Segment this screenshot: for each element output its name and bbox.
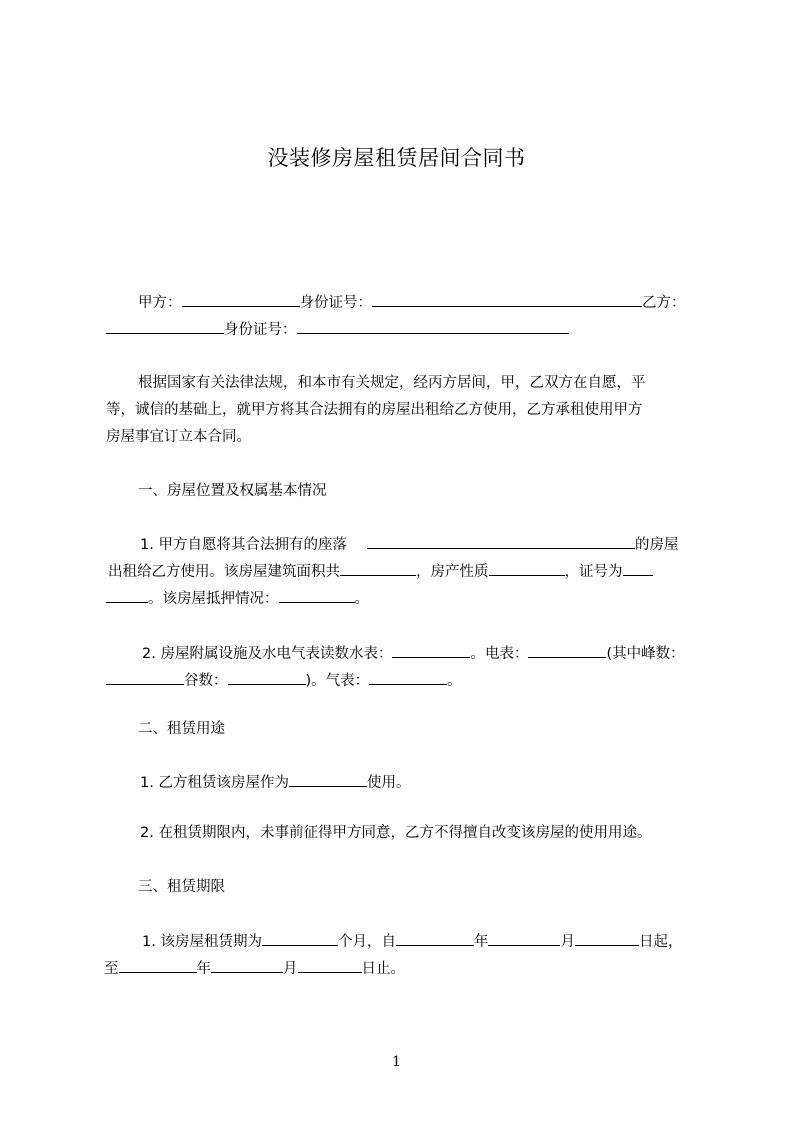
period: 。	[354, 591, 369, 607]
term-label: 1. 该房屋租赁期为	[142, 934, 262, 950]
house-label: 的房屋	[634, 537, 679, 553]
preamble-line-3: 房屋事宜订立本合同。	[106, 429, 251, 445]
valley-blank[interactable]	[228, 669, 306, 685]
party-b-label: 乙方：	[642, 295, 686, 311]
certificate-blank-1[interactable]	[623, 560, 653, 576]
party-a-name-blank[interactable]	[182, 291, 300, 307]
preamble-line-1: 根据国家有关法律法规，和本市有关规定，经丙方居间，甲，乙双方在自愿，平	[138, 375, 646, 391]
month-label: 月	[560, 934, 575, 950]
party-a-id-label: 身份证号：	[299, 295, 372, 311]
gas-meter-label: )。气表：	[305, 673, 370, 689]
party-a-label: 甲方：	[138, 295, 182, 311]
section-1-item-1-line-1	[140, 533, 678, 555]
section-1-item-2-line-1	[142, 642, 685, 664]
period: 。	[447, 673, 462, 689]
water-meter-blank[interactable]	[392, 642, 470, 658]
usage-label: 1. 乙方租赁该房屋作为	[140, 775, 289, 791]
party-b-name-blank[interactable]	[106, 318, 224, 334]
electric-meter-label: 。电表：	[470, 646, 529, 662]
parties-line-1	[138, 291, 686, 313]
mortgage-blank[interactable]	[279, 587, 355, 603]
party-b-id-label: 身份证号：	[224, 322, 297, 338]
peak-label: (其中峰数：	[606, 646, 685, 662]
section-1-item-1-line-3	[106, 587, 369, 609]
section-3-item-1-line-1	[142, 930, 682, 952]
start-month-blank[interactable]	[488, 930, 560, 946]
section-1-heading: 一、房屋位置及权属基本情况	[138, 483, 327, 499]
end-year-blank[interactable]	[119, 957, 197, 973]
section-2-item-1	[140, 771, 410, 793]
year-label: 年	[473, 934, 489, 950]
water-meter-label: 2. 房屋附属设施及水电气表读数水表：	[142, 646, 393, 662]
month-label: 月	[283, 961, 298, 977]
to-label: 至	[104, 961, 119, 977]
section-3-item-1-line-2	[104, 957, 405, 979]
mortgage-label: 。该房屋抵押情况：	[148, 591, 279, 607]
day-start-label: 日起，	[638, 934, 683, 950]
term-months-blank[interactable]	[262, 930, 338, 946]
day-end-label: 日止。	[361, 961, 405, 977]
gas-meter-blank[interactable]	[369, 669, 447, 685]
property-nature-blank[interactable]	[489, 560, 565, 576]
preamble-line-2: 等，诚信的基础上，就甲方将其合法拥有的房屋出租给乙方使用，乙方承租使用甲方	[106, 402, 643, 418]
end-month-blank[interactable]	[211, 957, 283, 973]
document-title: 没装修房屋租赁居间合同书	[267, 146, 526, 170]
location-label: 1. 甲方自愿将其合法拥有的座落	[140, 537, 347, 553]
property-nature-label: ，房产性质	[416, 564, 489, 580]
parties-line-2	[106, 318, 569, 340]
peak-blank[interactable]	[106, 669, 184, 685]
party-b-id-blank[interactable]	[297, 318, 569, 334]
section-2-heading: 二、租赁用途	[138, 721, 225, 737]
certificate-label: ，证号为	[564, 564, 623, 580]
party-a-id-blank[interactable]	[372, 291, 642, 307]
area-blank[interactable]	[340, 560, 416, 576]
page-number: 1	[392, 1054, 401, 1070]
electric-meter-blank[interactable]	[528, 642, 606, 658]
section-1-item-1-line-2	[108, 560, 653, 582]
year-label: 年	[196, 961, 211, 977]
section-1-item-2-line-2	[106, 669, 462, 691]
from-label: 个月，自	[337, 934, 396, 950]
area-label: 出租给乙方使用。该房屋建筑面积共	[108, 564, 340, 580]
start-day-blank[interactable]	[575, 930, 639, 946]
usage-suffix: 使用。	[366, 775, 411, 791]
usage-blank[interactable]	[289, 771, 367, 787]
end-day-blank[interactable]	[298, 957, 362, 973]
section-3-heading: 三、租赁期限	[138, 879, 225, 895]
certificate-blank-2[interactable]	[106, 587, 148, 603]
valley-label: 谷数：	[184, 673, 228, 689]
start-year-blank[interactable]	[396, 930, 474, 946]
section-2-item-2: 2. 在租赁期限内，未事前征得甲方同意，乙方不得擅自改变该房屋的使用用途。	[140, 825, 652, 841]
location-blank[interactable]	[367, 533, 635, 549]
